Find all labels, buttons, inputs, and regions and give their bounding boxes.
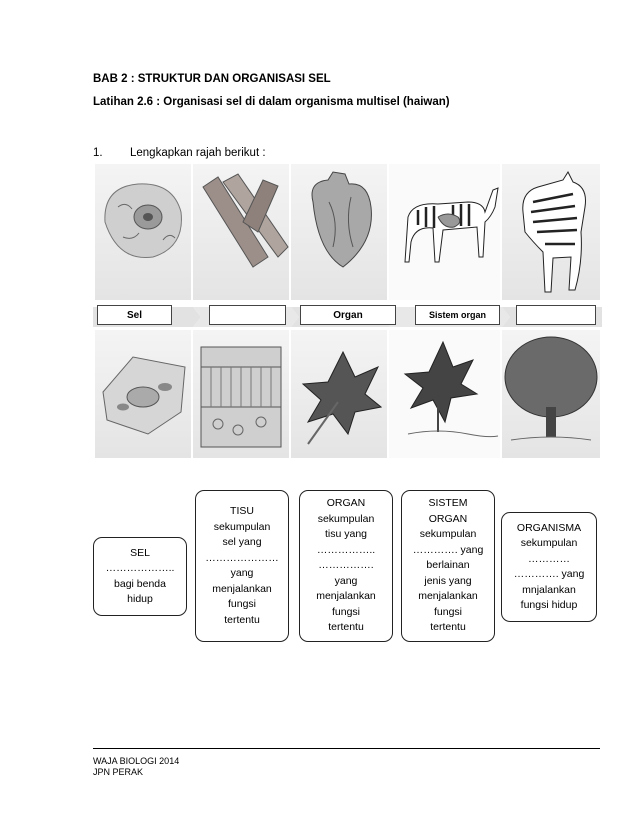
box-organ-line: fungsi [331,605,361,618]
box-sistem-line: fungsi [433,605,463,618]
box-organ-line: ORGAN [326,497,366,510]
label-sistem-organ: Sistem organ [415,305,500,325]
box-sel [93,537,187,616]
exercise-title: Latihan 2.6 : Organisasi sel di dalam organisma multisel (haiwan) [93,96,450,108]
box-tisu-line: sel yang [222,536,262,548]
box-sistem-line[interactable]: …………. yang [412,543,484,556]
box-sel-line: bagi benda [114,577,166,590]
box-tisu-line[interactable]: ………………… [205,551,279,564]
box-tisu-line: fungsi [227,598,257,610]
box-organ-line[interactable]: ……………. [318,559,374,572]
box-organisma-line[interactable]: …………. yang [513,568,585,580]
box-sistem-line: SISTEM [428,497,468,510]
box-tisu-line: sekumpulan [213,520,271,533]
box-sistem-line: sekumpulan [419,528,477,541]
box-organ-line: tisu yang [324,528,368,541]
box-tisu-line: tertentu [224,613,260,626]
box-tisu [195,490,289,642]
box-tisu-line: menjalankan [212,582,272,595]
box-organisma-line: ORGANISMA [516,521,582,534]
box-sel-line: hidup [127,593,153,605]
box-organisma-line: mnjalankan [522,583,576,596]
label-blank-organisma[interactable] [516,305,596,325]
box-organ-line: menjalankan [316,590,376,603]
box-organisma-line[interactable]: ………… [528,552,570,565]
box-organ-line[interactable]: …………….. [316,543,376,556]
chapter-title: BAB 2 : STRUKTUR DAN ORGANISASI SEL [93,73,331,85]
box-sistem-line: jenis yang [424,574,472,587]
footer-line2: JPN PERAK [93,767,144,777]
box-organ-line: sekumpulan [317,512,375,525]
label-organ: Organ [300,305,396,325]
box-sistem-line: tertentu [430,621,466,634]
box-organisma-line: sekumpulan [520,537,578,549]
question-text: Lengkapkan rajah berikut : [130,147,266,159]
box-sistem-organ [401,490,495,642]
question-number: 1. [93,147,103,159]
box-sistem-line: menjalankan [418,590,478,603]
box-tisu-line: yang [230,567,254,579]
box-organ [299,490,393,642]
box-tisu-line: TISU [230,505,254,517]
box-organisma-line: fungsi hidup [520,599,578,611]
page-footer [93,748,600,778]
footer-line1: WAJA BIOLOGI 2014 [93,756,180,766]
box-sel-line[interactable]: ……………….. [105,562,175,574]
box-organ-line: tertentu [328,621,364,634]
box-sistem-line: berlainan [426,559,470,572]
plant-tissue-icon [201,347,281,447]
box-organisma [501,512,597,622]
label-blank-tisu[interactable] [209,305,286,325]
label-sel: Sel [97,305,172,325]
box-organ-line: yang [334,574,358,587]
box-sel-line: SEL [130,546,150,559]
box-sistem-line: ORGAN [428,512,468,525]
